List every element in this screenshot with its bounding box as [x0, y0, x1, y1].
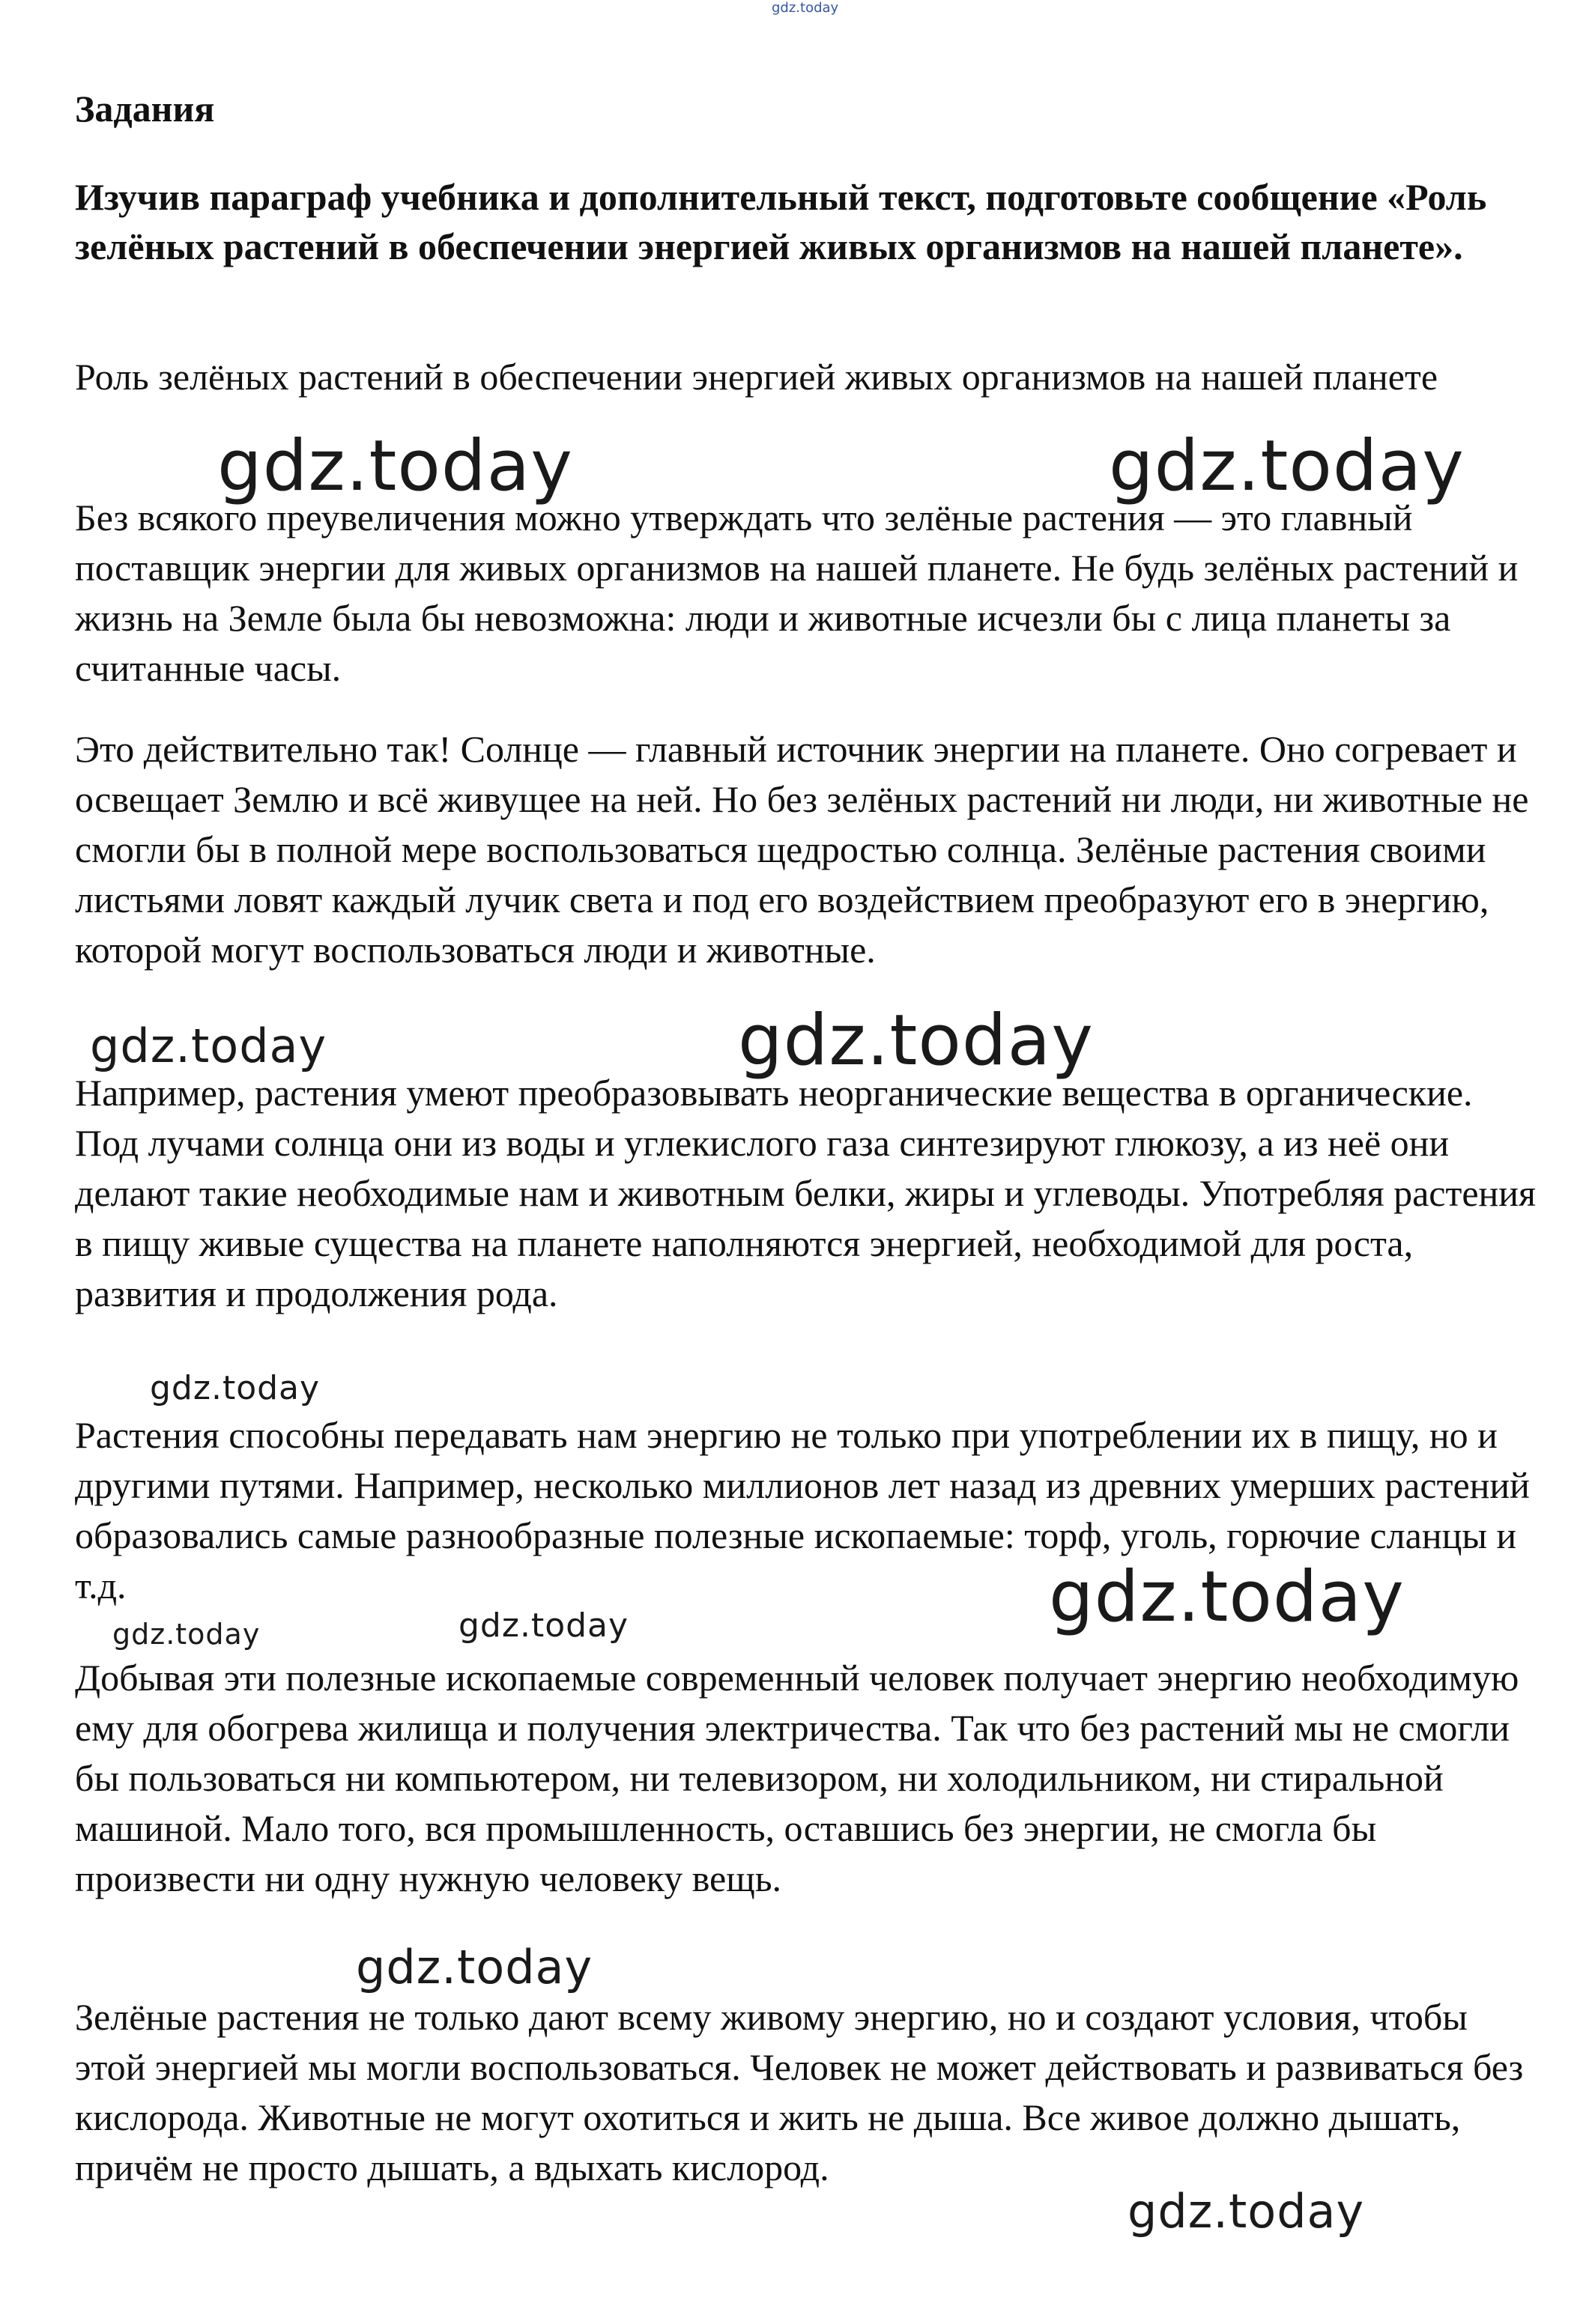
top-watermark: gdz.today [772, 0, 839, 16]
paragraph-6: Зелёные растения не только дают всему живому энергию, но и создают условия, чтобы этой энергией мы могли воспользоваться. Человек не может действовать и развиваться без кислорода. Животные не могут охотиться и жить не дыша. Все живое должно дышать, причём не просто дышать, а вдыхать кислород. [75, 1996, 1524, 2188]
paragraph-3: Например, растения умеют преобразовывать неорганические вещества в органические. Под лучами солнца они из воды и углекислого газа синтезируют глюкозу, а из неё они делают такие необходимые нам и животным белки, жиры и углеводы. Употребляя растения в пищу живые существа на планете наполняются энергией, необходимой для роста, развития и продолжения рода. [75, 1072, 1537, 1314]
watermark-3: gdz.today [90, 1019, 327, 1073]
watermark-9: gdz.today [356, 1940, 593, 1994]
watermark-10: gdz.today [1128, 2184, 1365, 2239]
watermark-5: gdz.today [150, 1369, 321, 1407]
paragraph-4: Растения способны передавать нам энергию не только при употреблении их в пищу, но и другими путями. Например, несколько миллионов лет назад из древних умерших растений образовались самые разнообразные полезные ископаемые: торф, уголь, горючие сланцы и т.д. [75, 1414, 1530, 1607]
watermark-7: gdz.today [112, 1618, 261, 1651]
essay-title: Роль зелёных растений в обеспечении энергией живых организмов на нашей планете [75, 356, 1438, 398]
watermark-4: gdz.today [738, 1000, 1094, 1081]
paragraph-1: Без всякого преувеличения можно утверждать что зелёные растения — это главный поставщик энергии для живых организмов на нашей планете. Не будь зелёных растений и жизнь на Земле была бы невозможна: люди и животные исчезли бы с лица планеты за считанные часы. [75, 497, 1519, 689]
watermark-6: gdz.today [1049, 1556, 1405, 1638]
task-text: Изучив параграф учебника и дополнительный текст, подготовьте сообщение «Роль зелёных растений в обеспечении энергией живых организмов на нашей планете». [75, 176, 1487, 267]
watermark-1: gdz.today [217, 425, 573, 507]
paragraph-5: Добывая эти полезные ископаемые современный человек получает энергию необходимую ему для обогрева жилища и получения электричества. Так что без растений мы не смогли бы пользоваться ни компьютером, ни телевизором, ни холодильником, ни стиральной машиной. Мало того, вся промышленность, оставшись без энергии, не смогла бы произвести ни одну нужную человеку вещь. [75, 1657, 1519, 1899]
watermark-8: gdz.today [458, 1607, 629, 1645]
watermark-2: gdz.today [1109, 425, 1465, 507]
section-heading: Задания [75, 88, 215, 130]
paragraph-2: Это действительно так! Солнце — главный источник энергии на планете. Оно согревает и освещает Землю и всё живущее на ней. Но без зелёных растений ни люди, ни животные не смогли бы в полной мере воспользоваться щедростью солнца. Зелёные растения своими листьями ловят каждый лучик света и под его воздействием преобразуют его в энергию, которой могут воспользоваться люди и животные. [75, 728, 1529, 971]
